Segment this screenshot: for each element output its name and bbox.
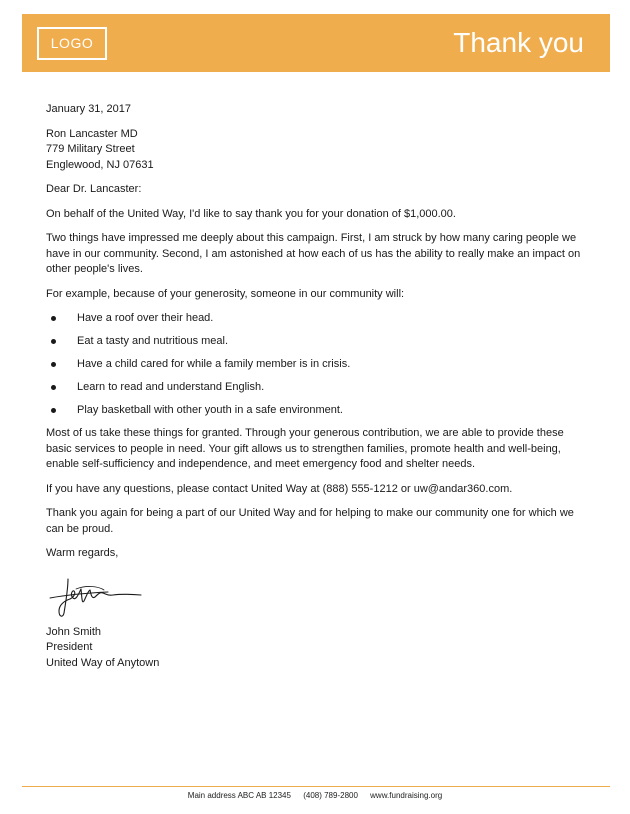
closing: Warm regards, bbox=[46, 547, 119, 559]
sender-title: President bbox=[46, 641, 93, 653]
recipient-name: Ron Lancaster MD bbox=[46, 127, 138, 140]
header-title: Thank you bbox=[453, 27, 584, 58]
recipient-street: 779 Military Street bbox=[46, 143, 135, 155]
sender-organization: United Way of Anytown bbox=[46, 656, 160, 669]
recipient-address bbox=[46, 127, 586, 174]
logo: LOGO bbox=[37, 27, 107, 60]
paragraph: Most of us take these things for granted. Through your generous contribution, we are able to provide these basic services to people in need. Your gift allows us to strengthen families, promote health and well-being, enable self-sufficiency and independence, and meet emergency food and shelter needs. bbox=[46, 427, 564, 470]
paragraph: If you have any questions, please contact United Way at (888) 555-1212 or uw@andar360.com. bbox=[46, 482, 513, 495]
bullet-item: Play basketball with other youth in a safe environment. bbox=[46, 403, 586, 419]
footer-divider bbox=[22, 786, 610, 787]
footer-address: Main address ABC AB 12345 bbox=[187, 791, 291, 800]
footer bbox=[0, 791, 630, 801]
sender-name: John Smith bbox=[46, 625, 102, 638]
bullet-item: Learn to read and understand English. bbox=[46, 380, 586, 396]
paragraph: Thank you again for being a part of our United Way and for helping to make our community one for which we can be proud. bbox=[46, 507, 574, 535]
signoff-block bbox=[46, 625, 586, 672]
bullet-item: Eat a tasty and nutritious meal. bbox=[46, 334, 586, 350]
letter-body bbox=[46, 102, 586, 671]
salutation: Dear Dr. Lancaster: bbox=[46, 183, 142, 195]
bullet-item: Have a child cared for while a family member is in crisis. bbox=[46, 357, 586, 373]
paragraph: Two things have impressed me deeply about this campaign. First, I am struck by how many caring people we have in our community. Second, I am astonished at how each of us has the ability to really make an impact on other people's lives. bbox=[46, 232, 581, 275]
header-banner bbox=[22, 14, 610, 72]
footer-phone: (408) 789-2800 bbox=[303, 791, 358, 800]
bullet-item: Have a roof over their head. bbox=[46, 311, 586, 327]
letter-date: January 31, 2017 bbox=[46, 103, 132, 115]
paragraph: On behalf of the United Way, I'd like to say thank you for your donation of $1,000.00. bbox=[46, 207, 456, 220]
footer-website: www.fundraising.org bbox=[370, 791, 443, 800]
bullet-list bbox=[46, 311, 586, 419]
paragraph: For example, because of your generosity, someone in our community will: bbox=[46, 287, 405, 300]
recipient-city: Englewood, NJ 07631 bbox=[46, 158, 154, 171]
signature-icon bbox=[46, 571, 146, 621]
